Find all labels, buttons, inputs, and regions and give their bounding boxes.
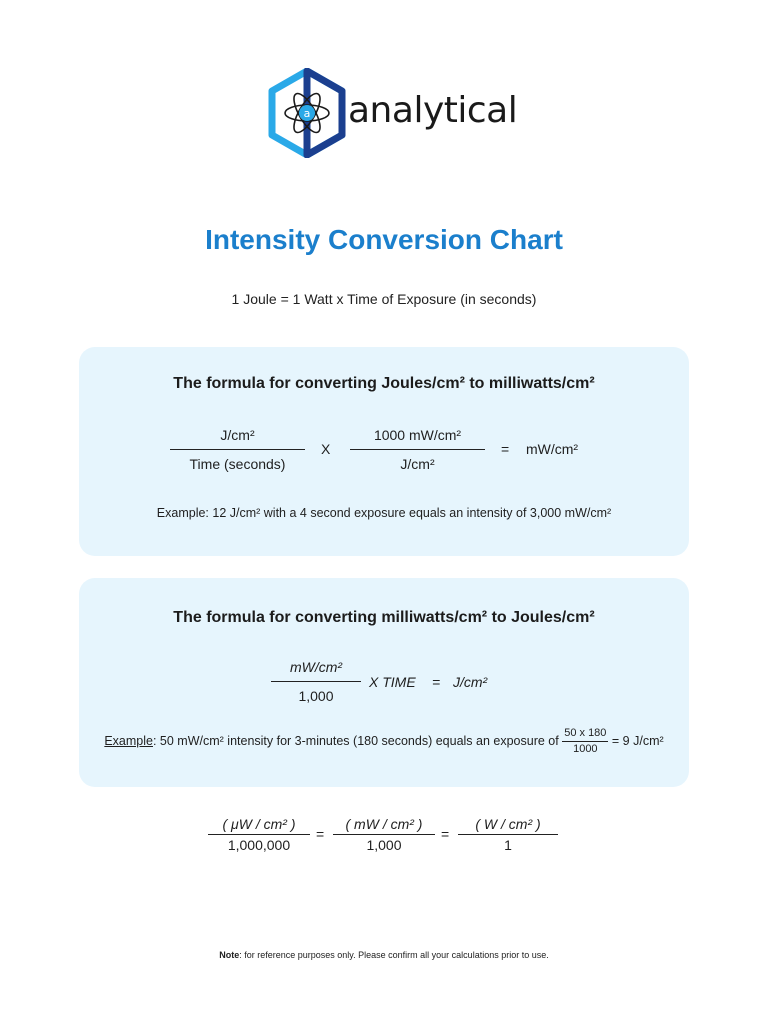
card1-frac2-denominator: J/cm² xyxy=(350,449,485,472)
units-equals-1: = xyxy=(316,826,325,842)
card1-fraction-1 xyxy=(170,427,305,472)
card2-frac-denominator: 1,000 xyxy=(271,681,361,704)
card1-heading: The formula for converting Joules/cm² to milliwatts/cm² xyxy=(173,375,595,392)
card1-fraction-2 xyxy=(350,427,485,472)
units-fraction-watt xyxy=(458,816,558,853)
note-text: : for reference purposes only. Please confirm all your calculations prior to use. xyxy=(239,950,549,960)
note-label: Note xyxy=(219,950,240,960)
card2-result: J/cm² xyxy=(453,674,488,690)
card2-heading: The formula for converting milliwatts/cm² to Joules/cm² xyxy=(173,609,595,626)
card2-example-fraction xyxy=(562,727,608,756)
card2-equals-sign: = xyxy=(432,674,441,690)
card1-equals-sign: = xyxy=(501,441,510,457)
units-f2-denominator: 1,000 xyxy=(333,834,435,853)
milliwatts-to-joules-card xyxy=(79,578,689,787)
units-f1-numerator: ( μW / cm² ) xyxy=(222,816,296,832)
footer-note xyxy=(0,950,768,960)
card2-frac-numerator: mW/cm² xyxy=(289,659,343,675)
card2-example-frac-numerator: 50 x 180 xyxy=(562,727,608,742)
page-subtitle: 1 Joule = 1 Watt x Time of Exposure (in seconds) xyxy=(231,291,537,307)
card2-example xyxy=(79,727,689,756)
card1-example: Example: 12 J/cm² with a 4 second exposure equals an intensity of 3,000 mW/cm² xyxy=(156,506,612,520)
card1-result: mW/cm² xyxy=(526,441,579,457)
units-fraction-milli xyxy=(333,816,435,853)
svg-text:a: a xyxy=(303,107,311,120)
units-f3-numerator: ( W / cm² ) xyxy=(475,816,541,832)
hexagon-atom-icon xyxy=(268,68,346,158)
brand-name: analytical xyxy=(348,90,518,131)
card2-times-label: X TIME xyxy=(369,674,416,690)
page-title: Intensity Conversion Chart xyxy=(205,224,563,255)
units-f2-numerator: ( mW / cm² ) xyxy=(345,816,423,832)
card2-fraction xyxy=(271,659,361,704)
card1-multiply-sign: X xyxy=(321,441,331,457)
card2-example-label: Example xyxy=(104,733,153,748)
brand-logo xyxy=(268,68,518,158)
units-fraction-micro xyxy=(208,816,310,853)
units-equals-2: = xyxy=(441,826,450,842)
card2-example-frac-denominator: 1000 xyxy=(573,743,598,755)
card1-frac1-denominator: Time (seconds) xyxy=(170,449,305,472)
card1-frac2-numerator: 1000 mW/cm² xyxy=(373,427,462,443)
card2-example-result: = 9 J/cm² xyxy=(611,733,664,748)
joules-to-milliwatts-card xyxy=(79,347,689,556)
card2-example-text: : 50 mW/cm² intensity for 3-minutes (180 seconds) equals an exposure of xyxy=(152,733,559,748)
card1-frac1-numerator: J/cm² xyxy=(220,427,255,443)
units-f3-denominator: 1 xyxy=(458,834,558,853)
units-f1-denominator: 1,000,000 xyxy=(208,834,310,853)
